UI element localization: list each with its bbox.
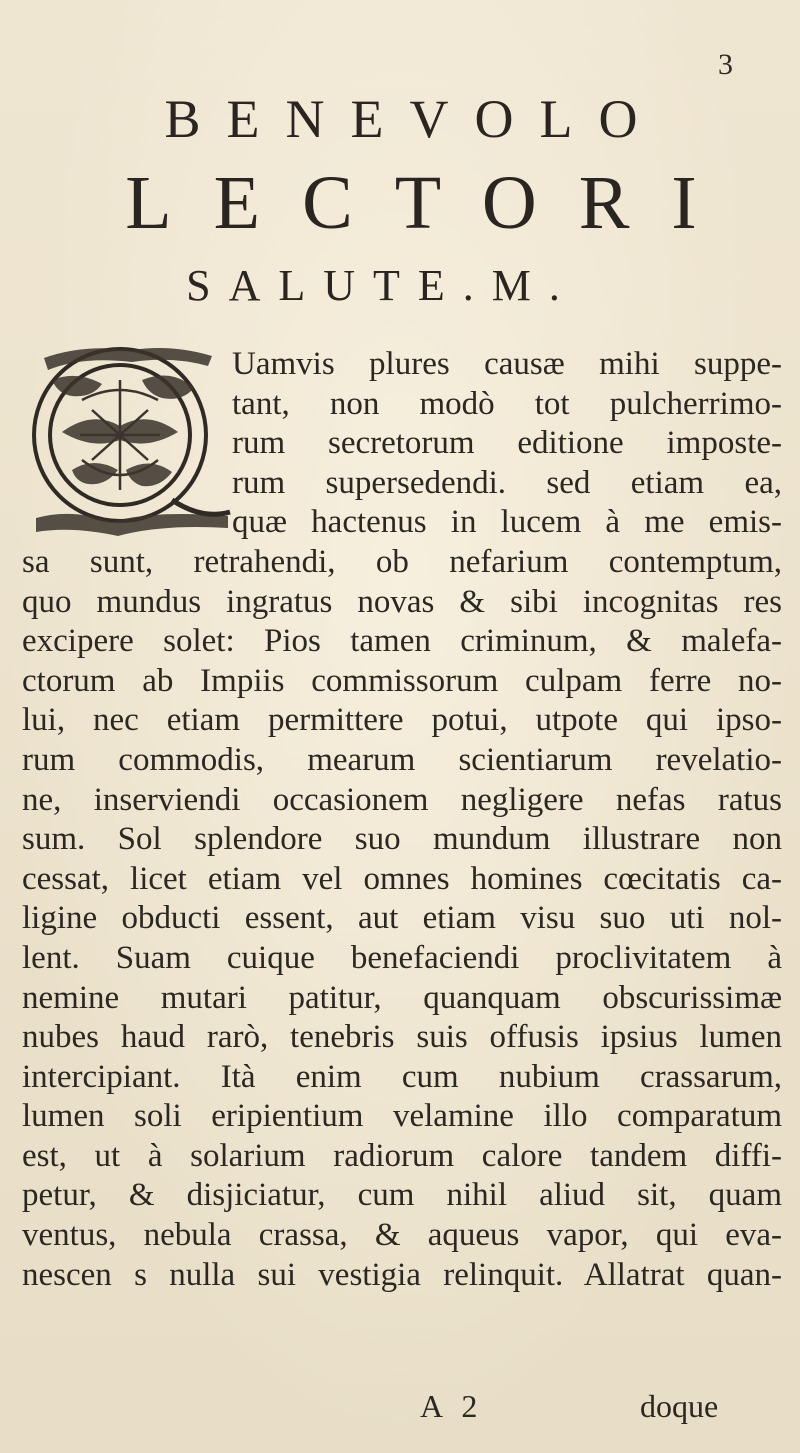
signature-mark: A 2 (420, 1388, 484, 1424)
text-line: intercipiant. Ità enim cum nubium crassarum, (22, 1058, 782, 1095)
text-line: cessat, licet etiam vel omnes homines cœcitatis ca- (22, 860, 782, 897)
text-line: rum supersedendi. sed etiam ea, (232, 464, 782, 501)
text-line: ne, inserviendi occasionem negligere nefas ratus (22, 781, 782, 818)
text-line: excipere solet: Pios tamen criminum, & malefa- (22, 623, 782, 660)
text-line: tant, non modò tot pulcherrimo- (232, 385, 782, 422)
text-line: quo mundus ingratus novas & sibi incognitas res (22, 583, 782, 620)
text-line: ventus, nebula crassa, & aqueus vapor, qui eva- (22, 1217, 782, 1254)
text-line: sum. Sol splendore suo mundum illustrare non (22, 821, 782, 858)
text-line: nemine mutari patitur, quanquam obscurissimæ (22, 979, 782, 1016)
text-line: quæ hactenus in lucem à me emis- (232, 504, 782, 541)
body-text (22, 345, 782, 1295)
text-line: est, ut à solarium radiorum calore tandem diffi- (22, 1137, 782, 1174)
text-line: petur, & disjiciatur, cum nihil aliud sit, quam (22, 1177, 782, 1214)
catchword: doque (640, 1388, 719, 1424)
text-line: ligine obducti essent, aut etiam visu suo uti nol- (22, 900, 782, 937)
text-line: rum secretorum editione imposte- (232, 425, 782, 462)
text-line: lumen soli eripientium velamine illo comparatum (22, 1098, 782, 1135)
text-line: ctorum ab Impiis commissorum culpam ferre no- (22, 662, 782, 699)
text-line: nescen s nulla sui vestigia relinquit. Allatrat quan- (22, 1256, 782, 1293)
text-line: nubes haud rarò, tenebris suis offusis ipsius lumen (22, 1019, 782, 1056)
heading-line-2: LECTORI (125, 161, 739, 245)
heading-line-3: SALUTE.M. (186, 261, 578, 310)
heading-line-1: BENEVOLO (164, 89, 664, 149)
text-line: sa sunt, retrahendi, ob nefarium contemptum, (22, 543, 782, 580)
text-line: lui, nec etiam permittere potui, utpote qui ipso- (22, 702, 782, 739)
text-line: rum commodis, mearum scientiarum revelatio- (22, 741, 782, 778)
text-line: Uamvis plures causæ mihi suppe- (232, 346, 782, 382)
page-number: 3 (718, 48, 733, 81)
text-line: lent. Suam cuique benefaciendi proclivitatem à (22, 939, 782, 976)
